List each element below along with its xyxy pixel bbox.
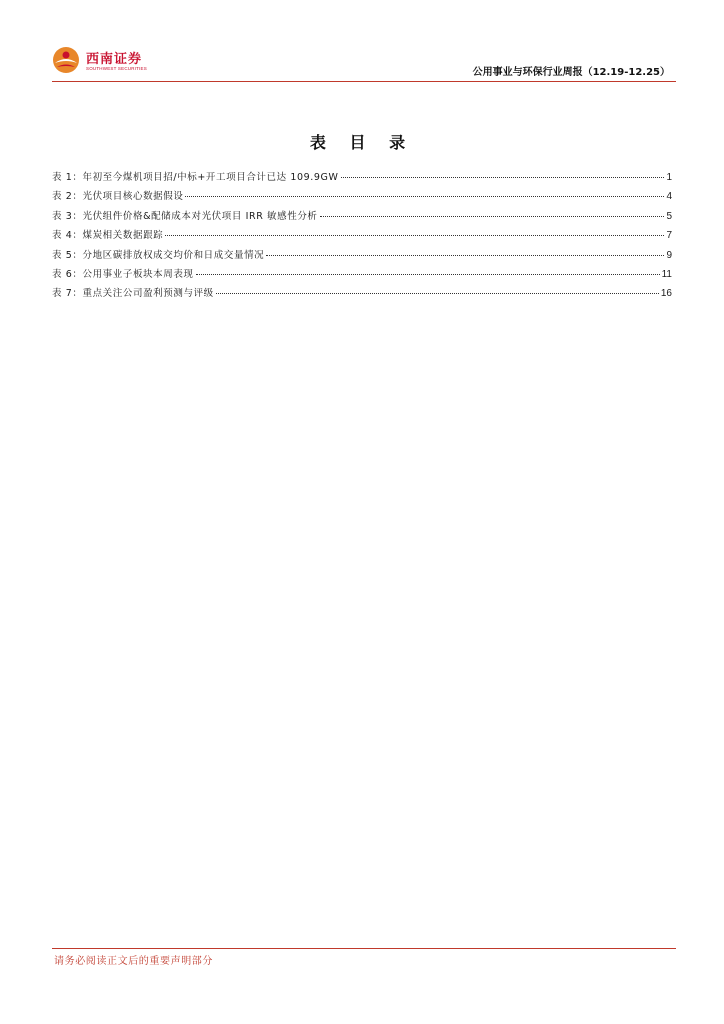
footer-divider xyxy=(52,948,676,949)
toc-entry[interactable] xyxy=(52,169,672,188)
page-header xyxy=(52,40,676,82)
toc-entry[interactable] xyxy=(52,247,672,266)
southwest-securities-logo-icon xyxy=(52,46,80,74)
toc-entry-label: 表 7： xyxy=(52,288,83,300)
report-title: 公用事业与环保行业周报（12.19-12.25） xyxy=(472,67,670,78)
toc-entry-page: 1 xyxy=(666,172,672,183)
company-logo xyxy=(52,44,162,78)
toc-entry-page: 7 xyxy=(666,230,672,242)
header-divider xyxy=(52,81,676,82)
toc-entry-label: 表 3： xyxy=(52,210,83,222)
toc-dot-leader xyxy=(341,177,665,178)
toc-entry-text: 公用事业子板块本周表现 xyxy=(82,268,194,280)
toc-dot-leader xyxy=(266,255,664,256)
toc-entry-label: 表 2： xyxy=(52,191,83,203)
toc-dot-leader xyxy=(196,274,660,275)
toc-entry-label: 表 4： xyxy=(52,230,83,242)
disclaimer-note: 请务必阅读正文后的重要声明部分 xyxy=(54,956,213,967)
toc-dot-leader xyxy=(320,216,665,217)
toc-dot-leader xyxy=(165,235,664,236)
toc-entry-page: 11 xyxy=(661,268,672,280)
logo-english-name: SOUTHWEST SECURITIES xyxy=(86,66,147,71)
toc-entry-page: 16 xyxy=(660,288,672,300)
table-of-tables-title: 表 目 录 xyxy=(309,133,415,152)
toc-entry-label: 表 6： xyxy=(52,268,83,280)
toc-entry-text: 光伏项目核心数据假设 xyxy=(82,191,184,203)
toc-entry[interactable] xyxy=(52,188,672,207)
toc-entry-label: 表 1： xyxy=(52,172,83,183)
toc-entry-text: 煤炭相关数据跟踪 xyxy=(82,230,164,242)
table-of-tables-list xyxy=(52,169,672,305)
toc-entry-text: 光伏组件价格&配储成本对光伏项目 IRR 敏感性分析 xyxy=(82,210,318,222)
logo-chinese-name: 西南证券 xyxy=(86,52,143,67)
toc-entry[interactable] xyxy=(52,266,672,285)
toc-entry-page: 4 xyxy=(666,191,672,203)
toc-entry-label: 表 5： xyxy=(52,249,83,261)
toc-dot-leader xyxy=(216,293,659,294)
toc-entry[interactable] xyxy=(52,208,672,227)
toc-entry-page: 5 xyxy=(666,210,672,222)
toc-entry-text: 分地区碳排放权成交均价和日成交量情况 xyxy=(82,249,265,261)
toc-entry-page: 9 xyxy=(666,249,672,261)
toc-dot-leader xyxy=(185,196,664,197)
toc-entry[interactable] xyxy=(52,285,672,304)
toc-entry[interactable] xyxy=(52,227,672,246)
toc-entry-text: 年初至今煤机项目招/中标+开工项目合计已达 109.9GW xyxy=(82,172,339,183)
toc-entry-text: 重点关注公司盈利预测与评级 xyxy=(82,288,214,300)
